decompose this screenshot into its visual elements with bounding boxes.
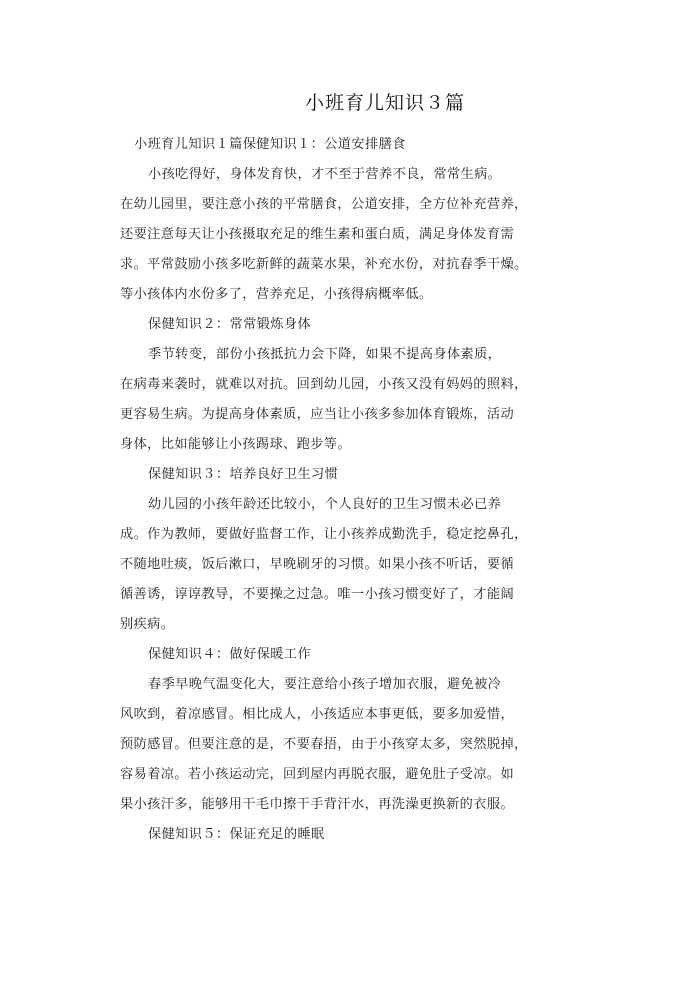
section-heading: 保健知识５：保证充足的睡眠 xyxy=(148,827,325,842)
paragraph-line: 风吹到，着凉感冒。相比成人，小孩适应本事更低，要多加爱惜， xyxy=(120,707,515,722)
paragraph-line: 幼儿园的小孩年龄还比较小，个人良好的卫生习惯未必已养 xyxy=(148,497,502,512)
paragraph-line: 更容易生病。为提高身体素质，应当让小孩多参加体育锻炼，活动 xyxy=(120,407,515,422)
paragraph-line: 别疾病。 xyxy=(120,617,175,632)
section-heading: 小班育儿知识１篇保健知识１：公道安排膳食 xyxy=(134,137,406,152)
document-body xyxy=(120,130,590,850)
paragraph-line: 成。作为教师，要做好监督工作，让小孩养成勤洗手，稳定挖鼻孔， xyxy=(120,527,528,542)
section-heading: 保健知识２：常常锻炼身体 xyxy=(148,317,312,332)
section-heading: 保健知识３：培养良好卫生习惯 xyxy=(148,467,339,482)
paragraph-line: 不随地吐痰，饭后漱口，早晚刷牙的习惯。如果小孩不听话，要循 xyxy=(120,557,515,572)
section-heading: 保健知识４：做好保暖工作 xyxy=(148,647,312,662)
paragraph-line: 等小孩体内水份多了，营养充足，小孩得病概率低。 xyxy=(120,287,433,302)
paragraph-line: 还要注意每天让小孩摄取充足的维生素和蛋白质，满足身体发育需 xyxy=(120,227,515,242)
paragraph-line: 小孩吃得好，身体发育快，才不至于营养不良，常常生病。 xyxy=(148,167,502,182)
paragraph-line: 循善诱，谆谆教导，不要操之过急。唯一小孩习惯变好了，才能阔 xyxy=(120,587,515,602)
paragraph-line: 季节转变，部份小孩抵抗力会下降，如果不提高身体素质， xyxy=(148,347,502,362)
paragraph-line: 春季早晚气温变化大，要注意给小孩子增加衣服，避免被冷 xyxy=(148,677,502,692)
paragraph-line: 容易着凉。若小孩运动完，回到屋内再脱衣服，避免肚子受凉。如 xyxy=(120,767,515,782)
paragraph-line: 在病毒来袭时，就难以对抗。回到幼儿园，小孩又没有妈妈的照料， xyxy=(120,377,528,392)
paragraph-line: 果小孩汗多，能够用干毛巾擦干手背汗水，再洗澡更换新的衣服。 xyxy=(120,797,515,812)
paragraph-line: 预防感冒。但要注意的是，不要春捂，由于小孩穿太多，突然脱掉， xyxy=(120,737,528,752)
paragraph-line: 求。平常鼓励小孩多吃新鲜的蔬菜水果，补充水份，对抗春季干燥。 xyxy=(120,257,528,272)
paragraph-line: 身体，比如能够让小孩踢球、跑步等。 xyxy=(120,437,351,452)
document-title: 小班育儿知识３篇 xyxy=(304,92,465,114)
paragraph-line: 在幼儿园里，要注意小孩的平常膳食，公道安排，全方位补充营养， xyxy=(120,197,528,212)
